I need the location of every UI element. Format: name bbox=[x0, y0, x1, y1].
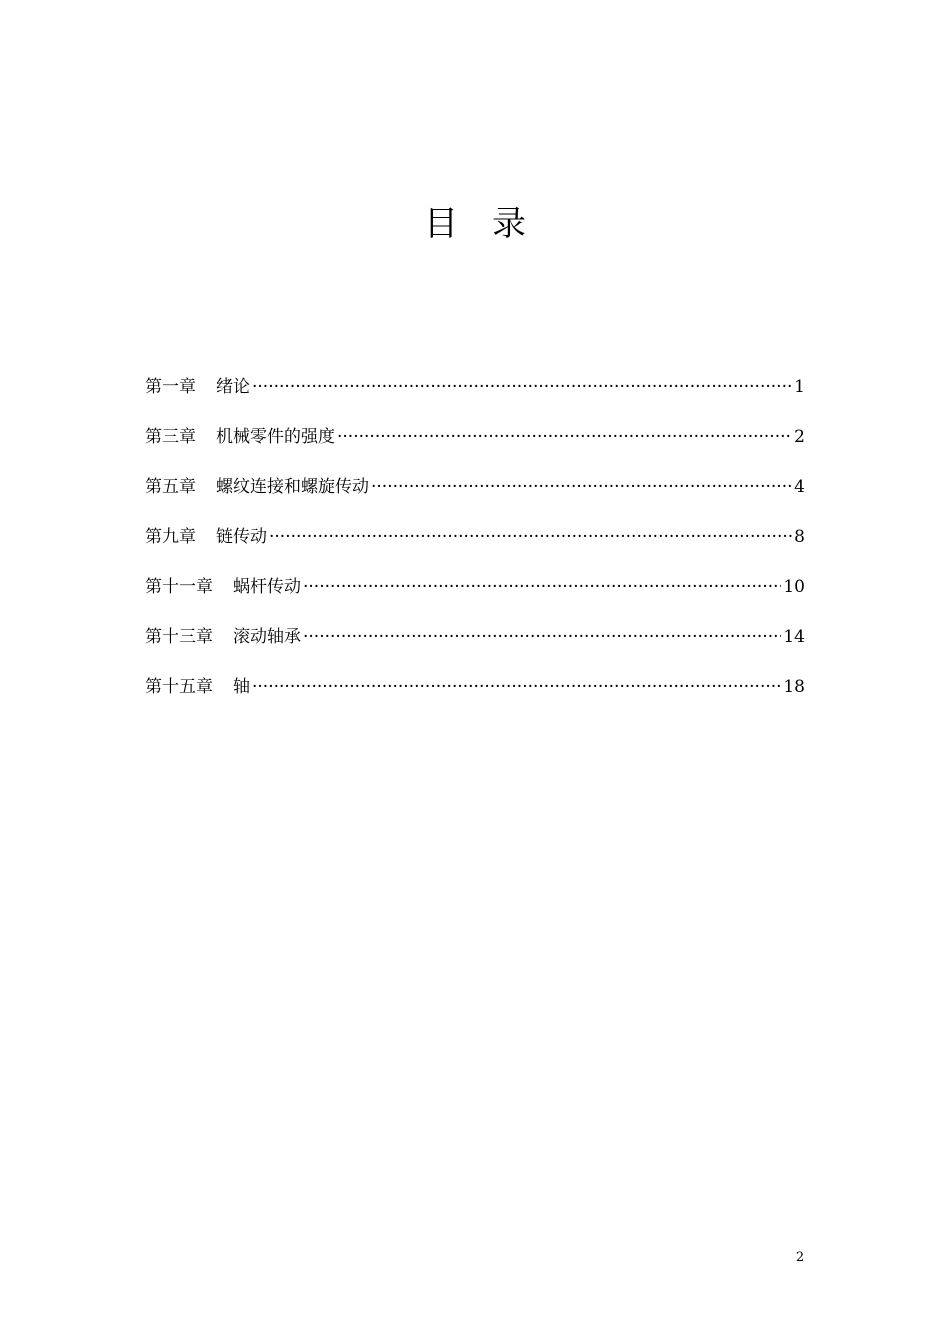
toc-leader bbox=[269, 523, 792, 551]
toc-leader bbox=[252, 673, 781, 701]
toc-chapter: 第十五章 bbox=[145, 677, 213, 697]
toc-chapter: 第十一章 bbox=[145, 577, 213, 597]
toc-page: 4 bbox=[794, 477, 805, 497]
toc-page: 10 bbox=[783, 577, 805, 597]
toc-title: 螺纹连接和螺旋传动 bbox=[216, 477, 369, 497]
toc-title: 蜗杆传动 bbox=[233, 577, 301, 597]
toc-title: 轴 bbox=[233, 677, 250, 697]
toc-entry[interactable] bbox=[145, 523, 805, 573]
toc-title: 绪论 bbox=[216, 377, 250, 397]
toc-chapter: 第十三章 bbox=[145, 627, 213, 647]
page-title bbox=[0, 200, 950, 248]
toc-entry[interactable] bbox=[145, 623, 805, 673]
toc-title: 机械零件的强度 bbox=[216, 427, 335, 447]
toc-leader bbox=[303, 573, 781, 601]
toc-entry[interactable] bbox=[145, 423, 805, 473]
toc-title: 链传动 bbox=[216, 527, 267, 547]
page-number: 2 bbox=[795, 1250, 805, 1265]
toc-page: 2 bbox=[794, 427, 805, 447]
title-char-1: 目 bbox=[424, 204, 458, 244]
toc-title: 滚动轴承 bbox=[233, 627, 301, 647]
toc-page: 1 bbox=[794, 377, 805, 397]
toc-entry[interactable] bbox=[145, 373, 805, 423]
toc-page: 18 bbox=[783, 677, 805, 697]
table-of-contents bbox=[145, 373, 805, 723]
toc-entry[interactable] bbox=[145, 673, 805, 723]
toc-chapter: 第九章 bbox=[145, 527, 196, 547]
toc-leader bbox=[303, 623, 781, 651]
title-char-2: 录 bbox=[492, 204, 526, 244]
toc-chapter: 第一章 bbox=[145, 377, 196, 397]
toc-chapter: 第三章 bbox=[145, 427, 196, 447]
toc-leader bbox=[252, 373, 792, 401]
toc-page: 14 bbox=[783, 627, 805, 647]
toc-leader bbox=[371, 473, 792, 501]
toc-entry[interactable] bbox=[145, 473, 805, 523]
toc-leader bbox=[337, 423, 792, 451]
toc-entry[interactable] bbox=[145, 573, 805, 623]
toc-page: 8 bbox=[794, 527, 805, 547]
toc-chapter: 第五章 bbox=[145, 477, 196, 497]
